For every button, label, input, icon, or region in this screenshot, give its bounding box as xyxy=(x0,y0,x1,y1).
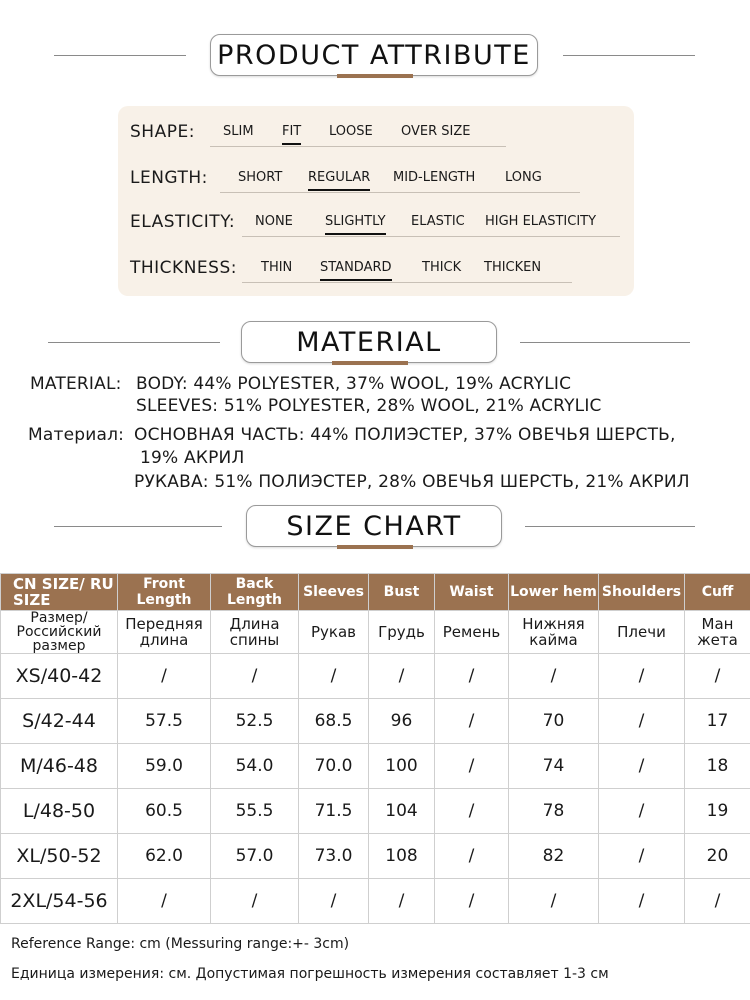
table-header-cell: Размер/ Российский размер xyxy=(1,611,118,654)
table-cell: 96 xyxy=(369,699,435,744)
section-title-material-text: MATERIAL xyxy=(296,326,442,358)
table-cell: / xyxy=(369,879,435,924)
material-label-en: MATERIAL: xyxy=(30,374,122,394)
table-header-cell: Передняя длина xyxy=(118,611,211,654)
table-cell: / xyxy=(435,699,509,744)
table-cell: / xyxy=(599,699,685,744)
header-rule-right xyxy=(525,526,695,527)
header-rule-right xyxy=(520,342,690,343)
attribute-option: THICK xyxy=(422,260,462,275)
section-accent-bar xyxy=(337,74,413,78)
table-cell: / xyxy=(599,789,685,834)
table-cell: / xyxy=(435,879,509,924)
table-cell: / xyxy=(435,834,509,879)
table-cell: 70.0 xyxy=(299,744,369,789)
attribute-label: THICKNESS: xyxy=(130,258,237,278)
table-cell: 70 xyxy=(509,699,599,744)
header-rule-left xyxy=(54,55,186,56)
table-cell: / xyxy=(435,789,509,834)
table-header-cell: Sleeves xyxy=(299,574,369,611)
table-cell: / xyxy=(299,879,369,924)
table-cell: 60.5 xyxy=(118,789,211,834)
table-cell-size: S/42-44 xyxy=(1,699,118,744)
attribute-option: SHORT xyxy=(238,170,283,185)
attribute-underline xyxy=(242,236,620,237)
attribute-underline xyxy=(220,192,580,193)
table-header-cell: Ремень xyxy=(435,611,509,654)
table-cell: / xyxy=(509,654,599,699)
table-header-cell: Рукав xyxy=(299,611,369,654)
table-header-cell: Back Length xyxy=(211,574,299,611)
table-cell: 73.0 xyxy=(299,834,369,879)
table-cell: / xyxy=(211,654,299,699)
material-body-ru-2: 19% АКРИЛ xyxy=(140,448,245,468)
attribute-option: HIGH ELASTICITY xyxy=(485,214,597,229)
table-cell: 18 xyxy=(685,744,750,789)
reference-note-ru: Единица измерения: см. Допустимая погрешность измерения составляет 1-3 см xyxy=(11,966,609,982)
attribute-option: LOOSE xyxy=(329,124,373,139)
table-cell: / xyxy=(299,654,369,699)
table-header-cell: Front Length xyxy=(118,574,211,611)
table-cell: / xyxy=(685,879,750,924)
attribute-option: THIN xyxy=(261,260,293,275)
table-cell-size: XS/40-42 xyxy=(1,654,118,699)
table-row xyxy=(1,834,750,879)
table-cell: / xyxy=(599,834,685,879)
table-row xyxy=(1,789,750,834)
table-header-cell: Плечи xyxy=(599,611,685,654)
table-header-cell: Грудь xyxy=(369,611,435,654)
section-title-attribute-text: PRODUCT ATTRIBUTE xyxy=(217,39,531,71)
table-cell: 54.0 xyxy=(211,744,299,789)
table-cell: 78 xyxy=(509,789,599,834)
attribute-option: NONE xyxy=(255,214,293,229)
attribute-option-selected: STANDARD xyxy=(320,260,392,275)
section-title-size-text: SIZE CHART xyxy=(286,510,462,542)
table-cell: 17 xyxy=(685,699,750,744)
table-header-cell: CN SIZE/ RU SIZE xyxy=(1,574,118,611)
header-rule-left xyxy=(48,342,220,343)
attribute-option-selected: FIT xyxy=(282,124,302,139)
attribute-underline xyxy=(242,282,572,283)
table-cell: 71.5 xyxy=(299,789,369,834)
table-row xyxy=(1,744,750,789)
table-cell: / xyxy=(599,654,685,699)
attribute-row-length xyxy=(130,164,622,194)
table-cell: / xyxy=(369,654,435,699)
table-row xyxy=(1,879,750,924)
table-header-cell: Shoulders xyxy=(599,574,685,611)
table-cell: / xyxy=(509,879,599,924)
attribute-option: OVER SIZE xyxy=(401,124,471,139)
table-cell: 20 xyxy=(685,834,750,879)
material-body-en: BODY: 44% POLYESTER, 37% WOOL, 19% ACRYLIC xyxy=(136,374,572,394)
table-cell: 74 xyxy=(509,744,599,789)
material-sleeves-ru: РУКАВА: 51% ПОЛИЭСТЕР, 28% ОВЕЧЬЯ ШЕРСТЬ, 21% АКРИЛ xyxy=(134,472,690,492)
attribute-option: THICKEN xyxy=(484,260,542,275)
table-cell: / xyxy=(599,879,685,924)
attribute-row-thickness xyxy=(130,254,622,284)
table-cell-size: M/46-48 xyxy=(1,744,118,789)
table-cell: / xyxy=(685,654,750,699)
header-rule-left xyxy=(54,526,222,527)
table-cell: 100 xyxy=(369,744,435,789)
attribute-label: LENGTH: xyxy=(130,168,208,188)
attribute-option: LONG xyxy=(505,170,542,185)
material-body-ru-1: ОСНОВНАЯ ЧАСТЬ: 44% ПОЛИЭСТЕР, 37% ОВЕЧЬЯ ШЕРСТЬ, xyxy=(134,425,676,445)
table-cell: 82 xyxy=(509,834,599,879)
table-header-cell: Cuff xyxy=(685,574,750,611)
attribute-label: ELASTICITY: xyxy=(130,212,236,232)
table-header-cell: Нижняя кайма xyxy=(509,611,599,654)
table-cell: 62.0 xyxy=(118,834,211,879)
section-title-size xyxy=(246,505,502,547)
table-cell: 55.5 xyxy=(211,789,299,834)
attribute-label: SHAPE: xyxy=(130,122,195,142)
section-title-attribute xyxy=(210,34,538,76)
table-cell: 108 xyxy=(369,834,435,879)
table-header-cell: Ман жета xyxy=(685,611,750,654)
attribute-row-elasticity xyxy=(130,208,622,238)
table-cell: 57.5 xyxy=(118,699,211,744)
table-cell-size: L/48-50 xyxy=(1,789,118,834)
attribute-option-selected: REGULAR xyxy=(308,170,371,185)
table-cell: 104 xyxy=(369,789,435,834)
reference-note-en: Reference Range: cm (Messuring range:+- 3cm) xyxy=(11,936,350,952)
material-sleeves-en: SLEEVES: 51% POLYESTER, 28% WOOL, 21% ACRYLIC xyxy=(136,396,602,416)
table-cell: 19 xyxy=(685,789,750,834)
attribute-option-selected: SLIGHTLY xyxy=(325,214,386,229)
size-chart-table xyxy=(0,573,750,924)
table-cell: / xyxy=(599,744,685,789)
table-header-cell: Длина спины xyxy=(211,611,299,654)
table-cell: 68.5 xyxy=(299,699,369,744)
attribute-row-shape xyxy=(130,118,622,148)
section-accent-bar xyxy=(332,361,408,365)
attribute-underline xyxy=(210,146,506,147)
table-cell: / xyxy=(211,879,299,924)
attribute-panel xyxy=(118,106,634,296)
table-row xyxy=(1,654,750,699)
table-header-cell: Waist xyxy=(435,574,509,611)
table-cell: / xyxy=(435,744,509,789)
material-label-ru: Материал: xyxy=(28,425,125,445)
attribute-option: MID-LENGTH xyxy=(393,170,476,185)
attribute-option: SLIM xyxy=(223,124,254,139)
table-cell: 57.0 xyxy=(211,834,299,879)
table-header-cell: Lower hem xyxy=(509,574,599,611)
attribute-option: ELASTIC xyxy=(411,214,465,229)
table-cell: 52.5 xyxy=(211,699,299,744)
table-cell: 59.0 xyxy=(118,744,211,789)
table-header-en xyxy=(1,574,750,611)
section-title-material xyxy=(241,321,497,363)
header-rule-right xyxy=(563,55,695,56)
table-header-cell: Bust xyxy=(369,574,435,611)
table-row xyxy=(1,699,750,744)
table-cell-size: 2XL/54-56 xyxy=(1,879,118,924)
table-cell: / xyxy=(118,654,211,699)
table-header-ru xyxy=(1,611,750,654)
table-cell-size: XL/50-52 xyxy=(1,834,118,879)
table-cell: / xyxy=(435,654,509,699)
section-accent-bar xyxy=(337,545,413,549)
table-cell: / xyxy=(118,879,211,924)
